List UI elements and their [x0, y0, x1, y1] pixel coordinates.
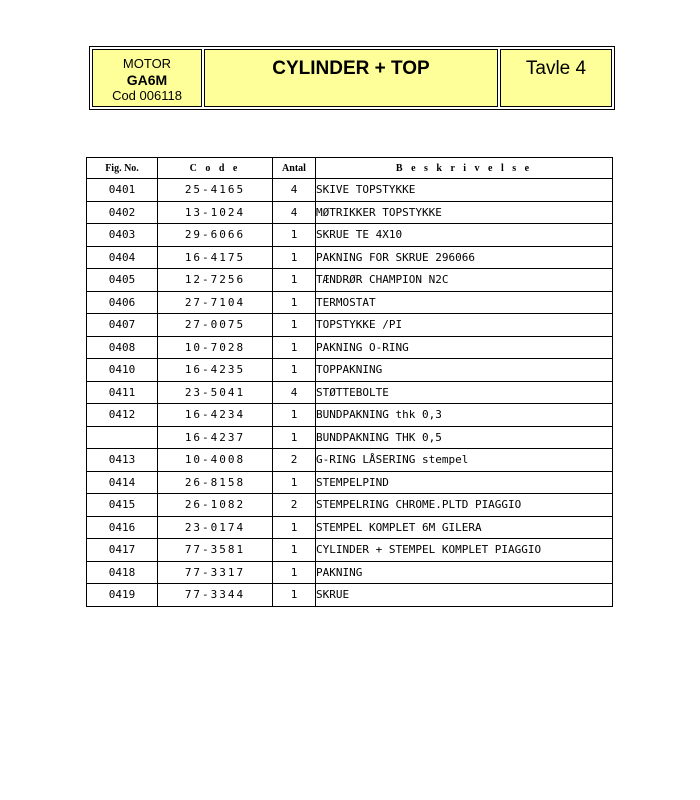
desc-cell: SKIVE TOPSTYKKE — [316, 179, 613, 202]
table-row — [87, 314, 613, 337]
fig-cell: 0411 — [87, 381, 158, 404]
table-row — [87, 494, 613, 517]
antal-cell: 1 — [273, 584, 316, 607]
antal-cell: 1 — [273, 269, 316, 292]
table-row — [87, 584, 613, 607]
fig-cell: 0415 — [87, 494, 158, 517]
desc-cell: MØTRIKKER TOPSTYKKE — [316, 201, 613, 224]
code-cell: 16-4234 — [158, 404, 273, 427]
desc-cell: STEMPELRING CHROME.PLTD PIAGGIO — [316, 494, 613, 517]
code-cell: 29-6066 — [158, 224, 273, 247]
code-cell: 77-3344 — [158, 584, 273, 607]
table-row — [87, 539, 613, 562]
fig-cell: 0419 — [87, 584, 158, 607]
table-row — [87, 291, 613, 314]
table-row — [87, 359, 613, 382]
code-cell: 77-3317 — [158, 561, 273, 584]
fig-cell: 0417 — [87, 539, 158, 562]
table-row — [87, 561, 613, 584]
table-row — [87, 201, 613, 224]
fig-cell: 0407 — [87, 314, 158, 337]
motor-model: GA6M — [126, 72, 168, 88]
antal-cell: 4 — [273, 381, 316, 404]
col-antal-header: Antal — [273, 158, 316, 179]
code-cell: 27-0075 — [158, 314, 273, 337]
antal-cell: 1 — [273, 471, 316, 494]
fig-cell: 0404 — [87, 246, 158, 269]
antal-cell: 1 — [273, 359, 316, 382]
col-fig-header: Fig. No. — [87, 158, 158, 179]
table-row — [87, 224, 613, 247]
antal-cell: 2 — [273, 494, 316, 517]
code-cell: 16-4237 — [158, 426, 273, 449]
page-header — [89, 46, 615, 110]
antal-cell: 1 — [273, 516, 316, 539]
fig-cell: 0416 — [87, 516, 158, 539]
fig-cell: 0406 — [87, 291, 158, 314]
antal-cell: 4 — [273, 179, 316, 202]
fig-cell: 0401 — [87, 179, 158, 202]
fig-cell: 0413 — [87, 449, 158, 472]
antal-cell: 1 — [273, 539, 316, 562]
antal-cell: 4 — [273, 201, 316, 224]
table-row — [87, 516, 613, 539]
header-row — [87, 158, 613, 179]
antal-cell: 1 — [273, 426, 316, 449]
table-row — [87, 246, 613, 269]
antal-cell: 1 — [273, 224, 316, 247]
desc-cell: PAKNING O-RING — [316, 336, 613, 359]
desc-cell: TOPPAKNING — [316, 359, 613, 382]
code-cell: 77-3581 — [158, 539, 273, 562]
desc-cell: G-RING LÅSERING stempel — [316, 449, 613, 472]
desc-cell: STEMPEL KOMPLET 6M GILERA — [316, 516, 613, 539]
code-cell: 23-5041 — [158, 381, 273, 404]
code-cell: 12-7256 — [158, 269, 273, 292]
desc-cell: TERMOSTAT — [316, 291, 613, 314]
desc-cell: PAKNING FOR SKRUE 296066 — [316, 246, 613, 269]
desc-cell: TOPSTYKKE /PI — [316, 314, 613, 337]
fig-cell: 0410 — [87, 359, 158, 382]
desc-cell: CYLINDER + STEMPEL KOMPLET PIAGGIO — [316, 539, 613, 562]
code-cell: 26-8158 — [158, 471, 273, 494]
antal-cell: 1 — [273, 314, 316, 337]
table-row — [87, 471, 613, 494]
fig-cell: 0402 — [87, 201, 158, 224]
antal-cell: 2 — [273, 449, 316, 472]
code-cell: 25-4165 — [158, 179, 273, 202]
table-row — [87, 179, 613, 202]
code-cell: 16-4235 — [158, 359, 273, 382]
code-cell: 23-0174 — [158, 516, 273, 539]
desc-cell: TÆNDRØR CHAMPION N2C — [316, 269, 613, 292]
code-cell: 16-4175 — [158, 246, 273, 269]
fig-cell — [87, 426, 158, 449]
table-row — [87, 404, 613, 427]
fig-cell: 0414 — [87, 471, 158, 494]
code-cell: 13-1024 — [158, 201, 273, 224]
antal-cell: 1 — [273, 336, 316, 359]
tavle-label: Tavle 4 — [500, 49, 612, 107]
desc-cell: SKRUE TE 4X10 — [316, 224, 613, 247]
fig-cell: 0403 — [87, 224, 158, 247]
code-cell: 26-1082 — [158, 494, 273, 517]
fig-cell: 0418 — [87, 561, 158, 584]
fig-cell: 0408 — [87, 336, 158, 359]
col-desc-header: B e s k r i v e l s e — [316, 158, 613, 179]
desc-cell: PAKNING — [316, 561, 613, 584]
code-cell: 10-7028 — [158, 336, 273, 359]
table-row — [87, 269, 613, 292]
table-row — [87, 449, 613, 472]
table-row — [87, 336, 613, 359]
antal-cell: 1 — [273, 404, 316, 427]
fig-cell: 0405 — [87, 269, 158, 292]
motor-cod: Cod 006118 — [112, 88, 182, 103]
motor-box — [92, 49, 202, 107]
code-cell: 10-4008 — [158, 449, 273, 472]
antal-cell: 1 — [273, 246, 316, 269]
desc-cell: SKRUE — [316, 584, 613, 607]
parts-table — [86, 157, 613, 607]
page-title: CYLINDER + TOP — [204, 49, 498, 107]
fig-cell: 0412 — [87, 404, 158, 427]
code-cell: 27-7104 — [158, 291, 273, 314]
table-row — [87, 381, 613, 404]
desc-cell: BUNDPAKNING thk 0,3 — [316, 404, 613, 427]
table-row — [87, 426, 613, 449]
desc-cell: STEMPELPIND — [316, 471, 613, 494]
desc-cell: BUNDPAKNING THK 0,5 — [316, 426, 613, 449]
motor-label: MOTOR — [122, 56, 172, 71]
antal-cell: 1 — [273, 291, 316, 314]
desc-cell: STØTTEBOLTE — [316, 381, 613, 404]
antal-cell: 1 — [273, 561, 316, 584]
col-code-header: C o d e — [158, 158, 273, 179]
